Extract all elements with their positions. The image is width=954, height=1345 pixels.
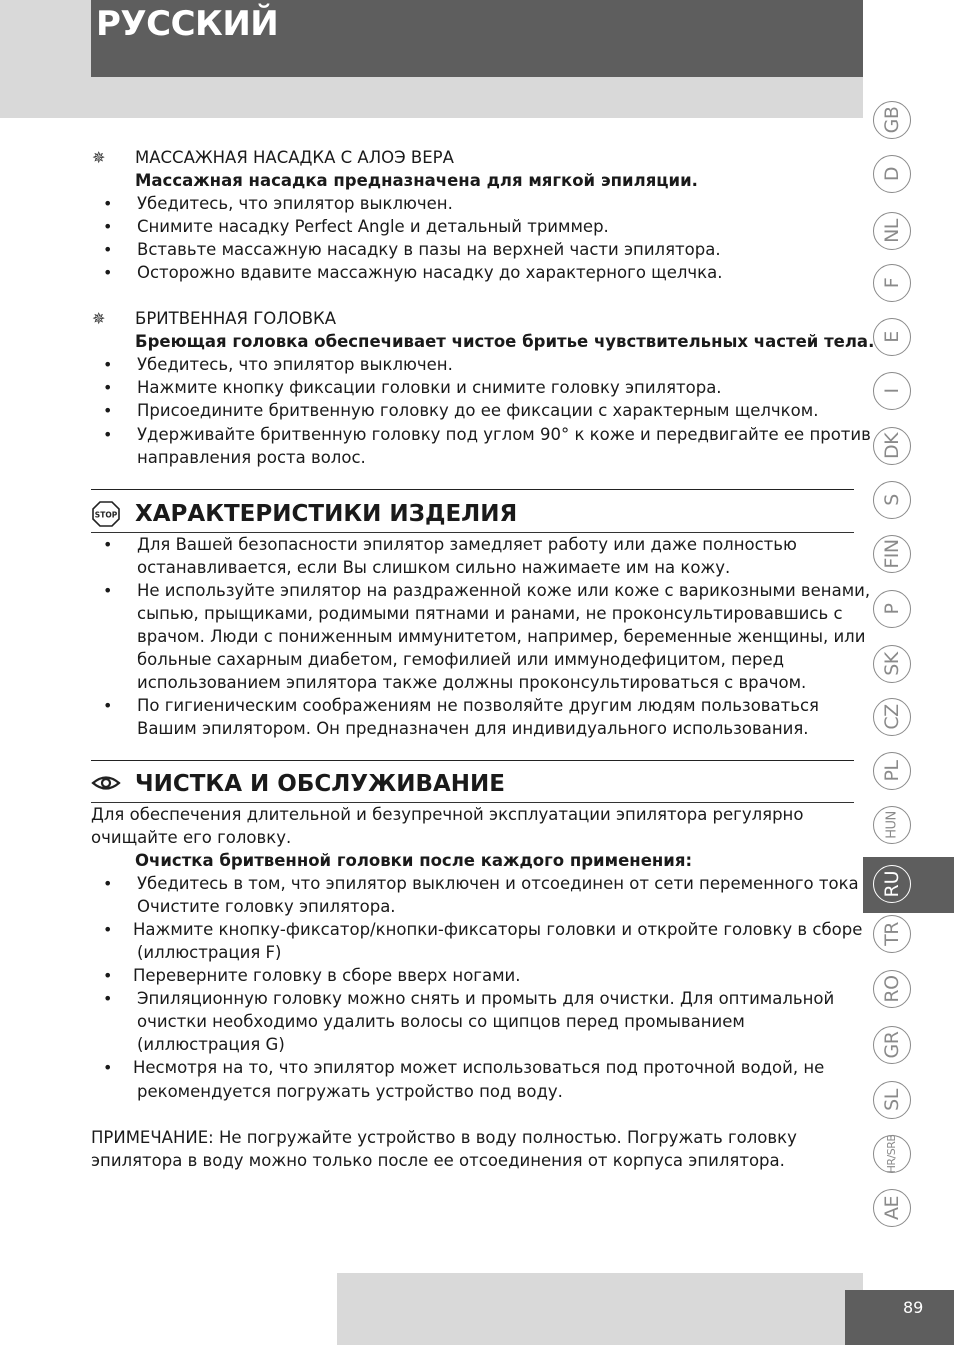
language-tab-nl[interactable]: NL bbox=[873, 212, 911, 250]
bullet: • bbox=[103, 425, 113, 444]
language-tab-hr-srb[interactable]: HR/SRB bbox=[873, 1135, 911, 1173]
massage-title: МАССАЖНАЯ НАСАДКА С АЛОЭ ВЕРА bbox=[135, 148, 454, 167]
cleaning-intro: Для обеспечения длительной и безупречной эксплуатации эпилятора регулярно bbox=[91, 805, 804, 824]
features-line: Не используйте эпилятор на раздраженной коже или коже с варикозными венами, bbox=[137, 581, 871, 600]
bottom-white-area bbox=[0, 1273, 337, 1345]
language-tab-ru-active[interactable] bbox=[863, 857, 954, 913]
page-title: РУССКИЙ bbox=[96, 4, 279, 44]
sun-icon: ✵ bbox=[92, 309, 106, 328]
note-line: ПРИМЕЧАНИЕ: Не погружайте устройство в воду полностью. Погружать головку bbox=[91, 1128, 797, 1147]
page-number: 89 bbox=[903, 1298, 924, 1317]
features-line: Для Вашей безопасности эпилятор замедляет работу или даже полностью bbox=[137, 535, 797, 554]
shaver-item-continued: направления роста волос. bbox=[137, 448, 366, 467]
language-tab-dk[interactable]: DK bbox=[873, 427, 911, 465]
language-tab-i[interactable]: I bbox=[873, 372, 911, 410]
shaver-item: Убедитесь, что эпилятор выключен. bbox=[137, 355, 453, 374]
language-tab-e[interactable]: E bbox=[873, 318, 911, 356]
massage-item: Убедитесь, что эпилятор выключен. bbox=[137, 194, 453, 213]
cleaning-line: (иллюстрация G) bbox=[137, 1035, 285, 1054]
cleaning-line: очистки необходимо удалить волосы со щипцов перед промыванием bbox=[137, 1012, 745, 1031]
cleaning-line: (иллюстрация F) bbox=[137, 943, 282, 962]
active-language-circle: RU bbox=[873, 865, 911, 903]
language-tab-sk[interactable]: SK bbox=[873, 645, 911, 683]
bullet: • bbox=[103, 989, 113, 1008]
cleaning-line: Убедитесь в том, что эпилятор выключен и отсоединен от сети переменного тока bbox=[137, 874, 859, 893]
features-line: больные сахарным диабетом, гемофилией или иммунодефицитом, перед bbox=[137, 650, 785, 669]
features-line: останавливается, если Вы слишком сильно нажимаете им на кожу. bbox=[137, 558, 731, 577]
cleaning-line: Нажмите кнопку-фиксатор/кнопки-фиксаторы головки и откройте головку в сборе bbox=[133, 920, 863, 939]
eye-icon bbox=[91, 772, 121, 794]
massage-lead: Массажная насадка предназначена для мягкой эпиляции. bbox=[135, 171, 698, 190]
language-tab-ae[interactable]: AE bbox=[873, 1189, 911, 1227]
shaver-item: Нажмите кнопку фиксации головки и снимите головку эпилятора. bbox=[137, 378, 722, 397]
language-tab-cz[interactable]: CZ bbox=[873, 698, 911, 736]
language-tab-f[interactable]: F bbox=[873, 264, 911, 302]
language-tab-ro[interactable]: RO bbox=[873, 970, 911, 1008]
massage-item: Вставьте массажную насадку в пазы на верхней части эпилятора. bbox=[137, 240, 721, 259]
cleaning-line: рекомендуется погружать устройство под воду. bbox=[137, 1082, 563, 1101]
shaver-lead: Бреющая головка обеспечивает чистое бритье чувствительных частей тела. bbox=[135, 332, 875, 351]
bullet: • bbox=[103, 535, 113, 554]
features-line: сыпью, прыщиками, родимыми пятнами и ранами, не проконсультировавшись с bbox=[137, 604, 843, 623]
language-tab-gr[interactable]: GR bbox=[873, 1026, 911, 1064]
language-tab-p[interactable]: P bbox=[873, 590, 911, 628]
section-rule-top bbox=[91, 489, 854, 490]
bullet: • bbox=[103, 240, 113, 259]
language-tab-gb[interactable]: GB bbox=[873, 101, 911, 139]
cleaning-line: Очистите головку эпилятора. bbox=[137, 897, 396, 916]
language-tab-pl[interactable]: PL bbox=[873, 752, 911, 790]
cleaning-heading: ЧИСТКА И ОБСЛУЖИВАНИЕ bbox=[135, 771, 506, 797]
features-line: Вашим эпилятором. Он предназначен для индивидуального использования. bbox=[137, 719, 809, 738]
language-tab-tr[interactable]: TR bbox=[873, 915, 911, 953]
cleaning-line: Несмотря на то, что эпилятор может использоваться под проточной водой, не bbox=[133, 1058, 825, 1077]
features-heading: ХАРАКТЕРИСТИКИ ИЗДЕЛИЯ bbox=[135, 501, 518, 527]
cleaning-intro: очищайте его головку. bbox=[91, 828, 292, 847]
shaver-title: БРИТВЕННАЯ ГОЛОВКА bbox=[135, 309, 337, 328]
note-line: эпилятора в воду можно только после ее отсоединения от корпуса эпилятора. bbox=[91, 1151, 785, 1170]
stop-icon bbox=[92, 501, 120, 527]
features-line: врачом. Люди с пониженным иммунитетом, например, беременные женщины, или bbox=[137, 627, 866, 646]
section-rule-top bbox=[91, 760, 854, 761]
bullet: • bbox=[103, 263, 113, 282]
language-tab-sl[interactable]: SL bbox=[873, 1081, 911, 1119]
bullet: • bbox=[103, 378, 113, 397]
bullet: • bbox=[103, 874, 113, 893]
sun-icon: ✵ bbox=[92, 148, 106, 167]
massage-item: Осторожно вдавите массажную насадку до характерного щелчка. bbox=[137, 263, 723, 282]
bullet: • bbox=[103, 194, 113, 213]
cleaning-line: Эпиляционную головку можно снять и промыть для очистки. Для оптимальной bbox=[137, 989, 835, 1008]
bullet: • bbox=[103, 355, 113, 374]
bullet: • bbox=[103, 401, 113, 420]
cleaning-lead: Очистка бритвенной головки после каждого применения: bbox=[135, 851, 693, 870]
stop-icon-label: STOP bbox=[94, 510, 118, 520]
massage-item: Снимите насадку Perfect Angle и детальный триммер. bbox=[137, 217, 609, 236]
bullet: • bbox=[103, 920, 113, 939]
bullet: • bbox=[103, 966, 113, 985]
language-tab-d[interactable]: D bbox=[873, 155, 911, 193]
page-number-box bbox=[845, 1290, 954, 1345]
bullet: • bbox=[103, 696, 113, 715]
shaver-item: Удерживайте бритвенную головку под углом 90° к коже и передвигайте ее против bbox=[137, 425, 871, 444]
bullet: • bbox=[103, 217, 113, 236]
cleaning-line: Переверните головку в сборе вверх ногами. bbox=[133, 966, 521, 985]
language-tab-fin[interactable]: FIN bbox=[873, 535, 911, 573]
language-tab-hun[interactable]: HUN bbox=[873, 806, 911, 844]
bullet: • bbox=[103, 1058, 113, 1077]
language-tab-s[interactable]: S bbox=[873, 481, 911, 519]
features-line: По гигиеническим соображениям не позволяйте другим людям пользоваться bbox=[137, 696, 819, 715]
features-line: использованием эпилятора также должны проконсультироваться с врачом. bbox=[137, 673, 807, 692]
shaver-item: Присоедините бритвенную головку до ее фиксации с характерным щелчком. bbox=[137, 401, 819, 420]
bullet: • bbox=[103, 581, 113, 600]
